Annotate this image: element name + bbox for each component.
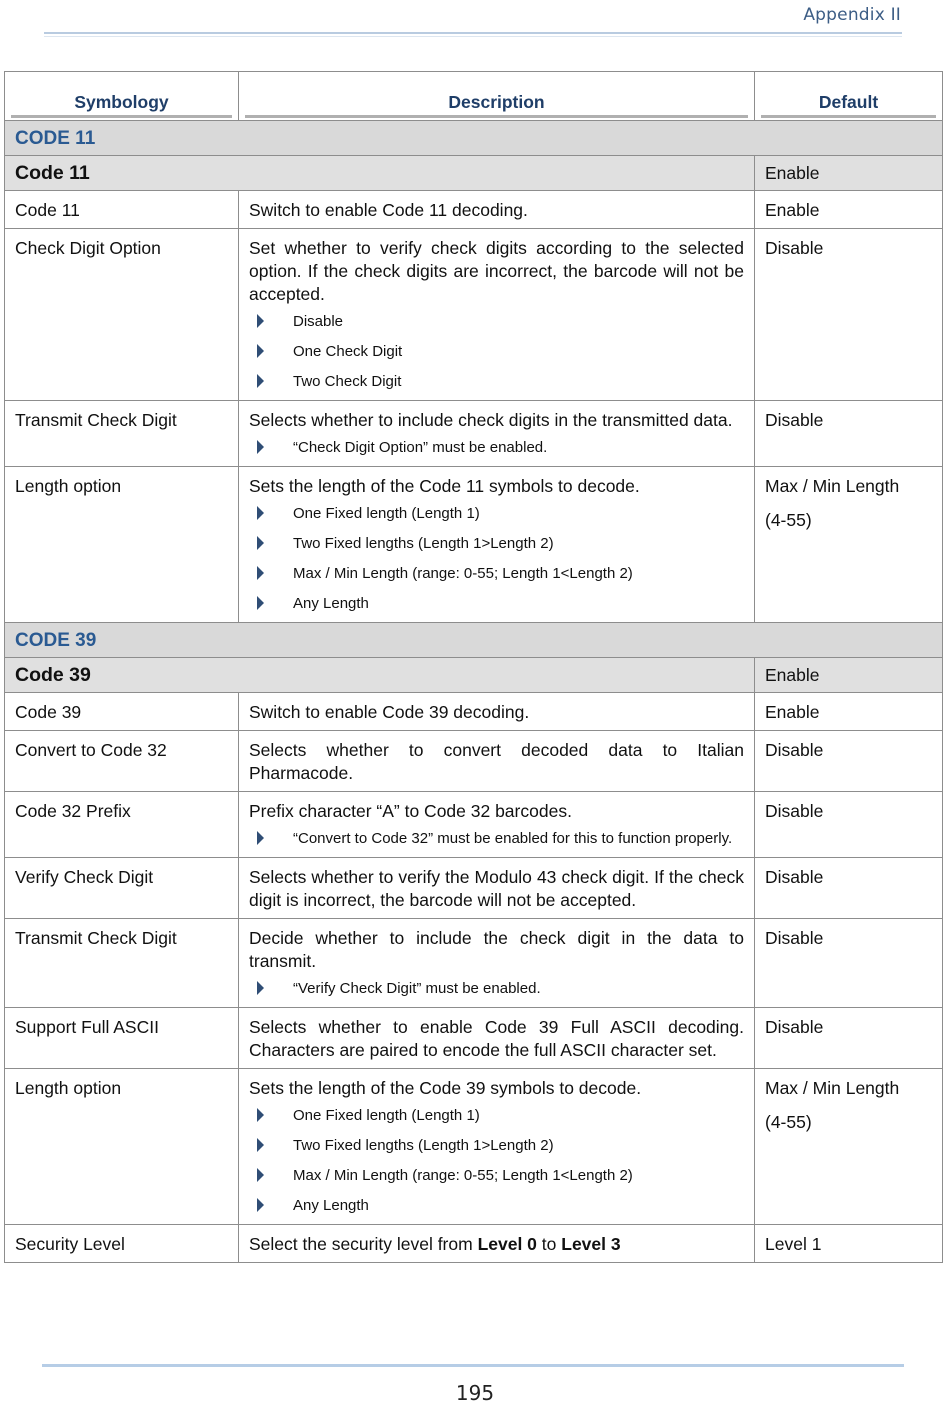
column-header-description: Description (239, 72, 755, 121)
section-sub-default: Enable (755, 658, 943, 693)
symbology-cell: Transmit Check Digit (5, 919, 239, 1008)
column-header-symbology: Symbology (5, 72, 239, 121)
option-text: Disable (293, 313, 344, 330)
default-cell (755, 191, 943, 229)
option-item (293, 438, 744, 458)
default-value: Disable (765, 928, 824, 948)
footer-rule (42, 1364, 904, 1367)
default-cell (755, 401, 943, 467)
table-body (5, 121, 943, 1263)
triangle-bullet-icon (257, 440, 264, 454)
option-text: Two Fixed lengths (Length 1>Length 2) (293, 1137, 554, 1154)
default-cell: Level 1 (755, 1225, 943, 1263)
triangle-bullet-icon (257, 1108, 264, 1122)
option-text: Max / Min Length (range: 0-55; Length 1<Length 2) (293, 565, 633, 582)
table-row (5, 1069, 943, 1225)
triangle-bullet-icon (257, 831, 264, 845)
default-cell (755, 919, 943, 1008)
default-value: Disable (765, 867, 824, 887)
option-item (293, 979, 744, 999)
default-value: Disable (765, 801, 824, 821)
default-cell (755, 1008, 943, 1069)
description-text: Selects whether to verify the Modulo 43 check digit. If the check digit is incorrect, the barcode will not be accepted. (249, 867, 744, 910)
option-item (293, 1106, 744, 1126)
header-rule (44, 32, 902, 34)
option-list (249, 312, 744, 392)
option-text: Two Fixed lengths (Length 1>Length 2) (293, 535, 554, 552)
symbology-table (4, 71, 943, 1263)
symbology-cell: Support Full ASCII (5, 1008, 239, 1069)
section-sub-title: Code 11 (5, 156, 755, 191)
default-cell (755, 731, 943, 792)
description-cell (239, 731, 755, 792)
symbology-cell: Convert to Code 32 (5, 731, 239, 792)
option-list (249, 438, 744, 458)
page-number: 195 (455, 1381, 495, 1405)
default-value: Max / Min Length (765, 476, 900, 496)
option-item (293, 594, 744, 614)
option-text: Two Check Digit (293, 373, 402, 390)
option-item (293, 1136, 744, 1156)
symbology-cell: Code 32 Prefix (5, 792, 239, 858)
section-group-row (5, 121, 943, 156)
option-item (293, 504, 744, 524)
default-value: Disable (765, 410, 824, 430)
option-list (249, 829, 744, 849)
option-text: “Convert to Code 32” must be enabled for this to function properly. (293, 830, 733, 847)
symbology-cell: Code 11 (5, 191, 239, 229)
symbology-cell: Check Digit Option (5, 229, 239, 401)
triangle-bullet-icon (257, 1198, 264, 1212)
table-row (5, 1225, 943, 1263)
default-cell (755, 467, 943, 623)
table-header-row (5, 72, 943, 121)
description-text: Switch to enable Code 39 decoding. (249, 702, 530, 722)
option-item (293, 1196, 744, 1216)
table-row (5, 792, 943, 858)
description-joiner: to (536, 1234, 562, 1254)
symbology-cell: Transmit Check Digit (5, 401, 239, 467)
default-value: Disable (765, 740, 824, 760)
table-row (5, 919, 943, 1008)
header-rule-secondary (44, 36, 902, 37)
section-sub-row (5, 156, 943, 191)
symbology-cell: Length option (5, 1069, 239, 1225)
option-list (249, 504, 744, 614)
page-header-title: Appendix II (803, 5, 901, 25)
description-cell (239, 1225, 755, 1263)
description-cell (239, 229, 755, 401)
description-text: Prefix character “A” to Code 32 barcodes. (249, 801, 572, 821)
section-group-title: CODE 39 (5, 623, 943, 658)
default-value: Disable (765, 1017, 824, 1037)
triangle-bullet-icon (257, 1138, 264, 1152)
description-cell (239, 191, 755, 229)
option-text: Any Length (293, 1197, 369, 1214)
default-value: Max / Min Length (765, 1078, 900, 1098)
description-cell (239, 401, 755, 467)
section-sub-default: Enable (755, 156, 943, 191)
option-item (293, 342, 744, 362)
triangle-bullet-icon (257, 1168, 264, 1182)
default-cell (755, 858, 943, 919)
option-text: “Verify Check Digit” must be enabled. (293, 980, 541, 997)
default-cell (755, 229, 943, 401)
table-row (5, 731, 943, 792)
triangle-bullet-icon (257, 374, 264, 388)
column-header-default: Default (755, 72, 943, 121)
description-text: Selects whether to enable Code 39 Full ASCII decoding. Characters are paired to encode the full ASCII character set. (249, 1017, 744, 1060)
triangle-bullet-icon (257, 566, 264, 580)
table-row (5, 693, 943, 731)
option-item (293, 372, 744, 392)
level-to: Level 3 (561, 1234, 621, 1254)
description-text: Select the security level from (249, 1234, 478, 1254)
table-row (5, 229, 943, 401)
description-cell (239, 792, 755, 858)
option-text: Max / Min Length (range: 0-55; Length 1<Length 2) (293, 1167, 633, 1184)
option-item (293, 312, 744, 332)
description-text: Decide whether to include the check digit in the data to transmit. (249, 928, 744, 971)
default-cell (755, 792, 943, 858)
description-cell (239, 1069, 755, 1225)
description-cell (239, 858, 755, 919)
triangle-bullet-icon (257, 596, 264, 610)
default-value: Disable (765, 238, 824, 258)
option-list (249, 979, 744, 999)
default-cell (755, 1069, 943, 1225)
triangle-bullet-icon (257, 344, 264, 358)
description-text: Sets the length of the Code 11 symbols to decode. (249, 476, 640, 496)
option-text: One Check Digit (293, 343, 403, 360)
description-text: Sets the length of the Code 39 symbols to decode. (249, 1078, 642, 1098)
default-cell (755, 693, 943, 731)
table-row (5, 858, 943, 919)
symbology-cell: Security Level (5, 1225, 239, 1263)
option-item (293, 564, 744, 584)
table-row (5, 191, 943, 229)
section-sub-title: Code 39 (5, 658, 755, 693)
description-cell (239, 467, 755, 623)
table-row (5, 1008, 943, 1069)
description-text: Set whether to verify check digits according to the selected option. If the check digits are incorrect, the barcode will not be accepted. (249, 238, 744, 304)
description-text: Switch to enable Code 11 decoding. (249, 200, 528, 220)
option-list (249, 1106, 744, 1216)
option-text: Any Length (293, 595, 369, 612)
symbology-cell: Verify Check Digit (5, 858, 239, 919)
default-value: (4-55) (765, 510, 812, 530)
table-row (5, 401, 943, 467)
triangle-bullet-icon (257, 314, 264, 328)
option-text: One Fixed length (Length 1) (293, 1107, 480, 1124)
symbology-cell: Code 39 (5, 693, 239, 731)
table-row (5, 467, 943, 623)
section-group-row (5, 623, 943, 658)
symbology-cell: Length option (5, 467, 239, 623)
triangle-bullet-icon (257, 981, 264, 995)
triangle-bullet-icon (257, 536, 264, 550)
option-text: “Check Digit Option” must be enabled. (293, 439, 548, 456)
default-value: Enable (765, 702, 820, 722)
option-item (293, 534, 744, 554)
option-item (293, 1166, 744, 1186)
description-cell (239, 693, 755, 731)
level-from: Level 0 (477, 1234, 537, 1254)
description-cell (239, 919, 755, 1008)
description-text: Selects whether to convert decoded data to Italian Pharmacode. (249, 740, 744, 783)
section-group-title: CODE 11 (5, 121, 943, 156)
section-sub-row (5, 658, 943, 693)
default-value: (4-55) (765, 1112, 812, 1132)
option-text: One Fixed length (Length 1) (293, 505, 480, 522)
option-item (293, 829, 744, 849)
triangle-bullet-icon (257, 506, 264, 520)
description-text: Selects whether to include check digits in the transmitted data. (249, 410, 733, 430)
description-cell (239, 1008, 755, 1069)
default-value: Enable (765, 200, 820, 220)
